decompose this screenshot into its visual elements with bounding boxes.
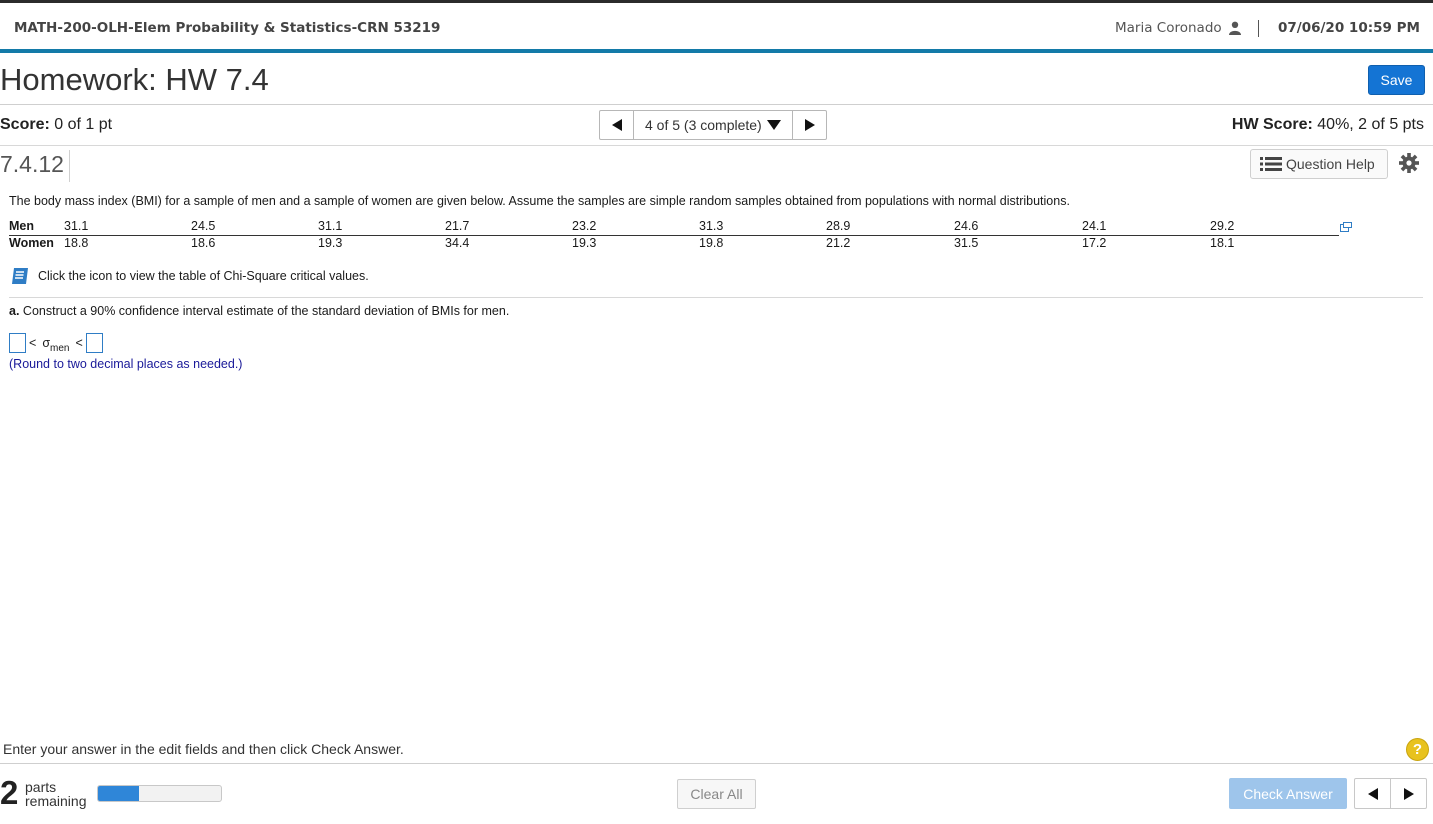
women-value: 17.2 [1082, 236, 1107, 250]
book-icon[interactable] [10, 266, 30, 286]
question-help-button[interactable] [1250, 149, 1388, 179]
remaining-word: remaining [25, 793, 87, 809]
expand-data-icon[interactable] [1340, 222, 1352, 232]
question-select-label: 4 of 5 (3 complete) [645, 117, 762, 133]
less-than-symbol: < [29, 336, 37, 350]
check-answer-button[interactable]: Check Answer [1229, 778, 1347, 809]
less-than-symbol: < [75, 336, 83, 350]
course-header [0, 3, 1433, 53]
triangle-left-icon [1368, 788, 1378, 800]
men-value: 21.7 [445, 219, 470, 233]
part-a-prompt [9, 304, 509, 318]
datetime: 07/06/20 10:59 PM [1278, 20, 1420, 36]
header-separator [1258, 20, 1259, 37]
part-a-label: a. [9, 304, 20, 318]
question-number: 7.4.12 [0, 150, 70, 182]
women-value: 21.2 [826, 236, 851, 250]
men-value: 23.2 [572, 219, 597, 233]
parts-remaining-label [25, 780, 86, 808]
bottom-question-nav [1354, 778, 1427, 809]
divider [0, 145, 1433, 146]
hw-score-value: 40%, 2 of 5 pts [1317, 116, 1424, 133]
clear-all-button[interactable]: Clear All [677, 779, 756, 809]
women-row [9, 235, 1339, 252]
divider [9, 297, 1423, 298]
sigma-men [42, 336, 70, 354]
next-question-button[interactable] [792, 111, 826, 139]
user-icon[interactable] [1229, 21, 1241, 35]
women-value: 34.4 [445, 236, 470, 250]
list-icon [1260, 157, 1282, 171]
men-value: 24.5 [191, 219, 216, 233]
parts-word: parts [25, 779, 57, 795]
men-value: 28.9 [826, 219, 851, 233]
women-label: Women [9, 236, 54, 250]
question-intro: The body mass index (BMI) for a sample of men and a sample of women are given below. Assume the samples are simple random samples obtained from populations with normal distributions. [9, 194, 1070, 208]
chi-square-text: Click the icon to view the table of Chi-Square critical values. [38, 269, 369, 283]
triangle-left-icon [612, 119, 622, 131]
women-value: 19.8 [699, 236, 724, 250]
question-navigator [599, 110, 827, 140]
hw-score-label: HW Score: [1231, 116, 1313, 133]
bottom-next-button[interactable] [1390, 779, 1426, 808]
bottom-prev-button[interactable] [1355, 779, 1390, 808]
user-name[interactable]: Maria Coronado [1115, 20, 1222, 36]
women-value: 31.5 [954, 236, 979, 250]
rounding-note: (Round to two decimal places as needed.) [9, 357, 243, 371]
men-value: 24.1 [1082, 219, 1107, 233]
hw-score [1232, 116, 1424, 134]
page-title: Homework: HW 7.4 [0, 62, 269, 97]
sigma-symbol: σ [42, 336, 51, 350]
chi-square-link [10, 266, 369, 286]
question-help-label: Question Help [1286, 156, 1375, 172]
score [0, 116, 112, 134]
divider [0, 104, 1433, 105]
progress-fill [98, 786, 139, 801]
gear-icon[interactable] [1399, 153, 1419, 173]
upper-bound-input[interactable] [86, 333, 103, 353]
progress-bar [97, 785, 222, 802]
men-value: 31.1 [318, 219, 343, 233]
question-select[interactable] [634, 111, 792, 139]
men-row [9, 218, 1339, 235]
help-icon[interactable]: ? [1406, 738, 1429, 761]
women-value: 19.3 [572, 236, 597, 250]
women-value: 18.1 [1210, 236, 1235, 250]
confidence-interval-input [9, 333, 103, 355]
previous-question-button[interactable] [600, 111, 634, 139]
men-value: 29.2 [1210, 219, 1235, 233]
men-value: 31.3 [699, 219, 724, 233]
instruction-text: Enter your answer in the edit fields and then click Check Answer. [3, 741, 404, 757]
women-value: 19.3 [318, 236, 343, 250]
part-a-text: Construct a 90% confidence interval estimate of the standard deviation of BMIs for men. [22, 304, 510, 318]
divider [0, 763, 1433, 764]
triangle-right-icon [805, 119, 815, 131]
save-button[interactable]: Save [1368, 65, 1425, 95]
course-title: MATH-200-OLH-Elem Probability & Statistics-CRN 53219 [14, 20, 441, 36]
women-value: 18.6 [191, 236, 216, 250]
score-label: Score: [0, 116, 50, 133]
triangle-right-icon [1404, 788, 1414, 800]
men-value: 24.6 [954, 219, 979, 233]
men-value: 31.1 [64, 219, 89, 233]
women-value: 18.8 [64, 236, 89, 250]
lower-bound-input[interactable] [9, 333, 26, 353]
men-label: Men [9, 219, 34, 233]
caret-down-icon [767, 120, 781, 130]
bmi-data-table [9, 218, 1339, 252]
score-value: 0 of 1 pt [54, 116, 113, 133]
parts-remaining-count: 2 [0, 774, 19, 811]
sigma-subscript: men [50, 343, 70, 354]
